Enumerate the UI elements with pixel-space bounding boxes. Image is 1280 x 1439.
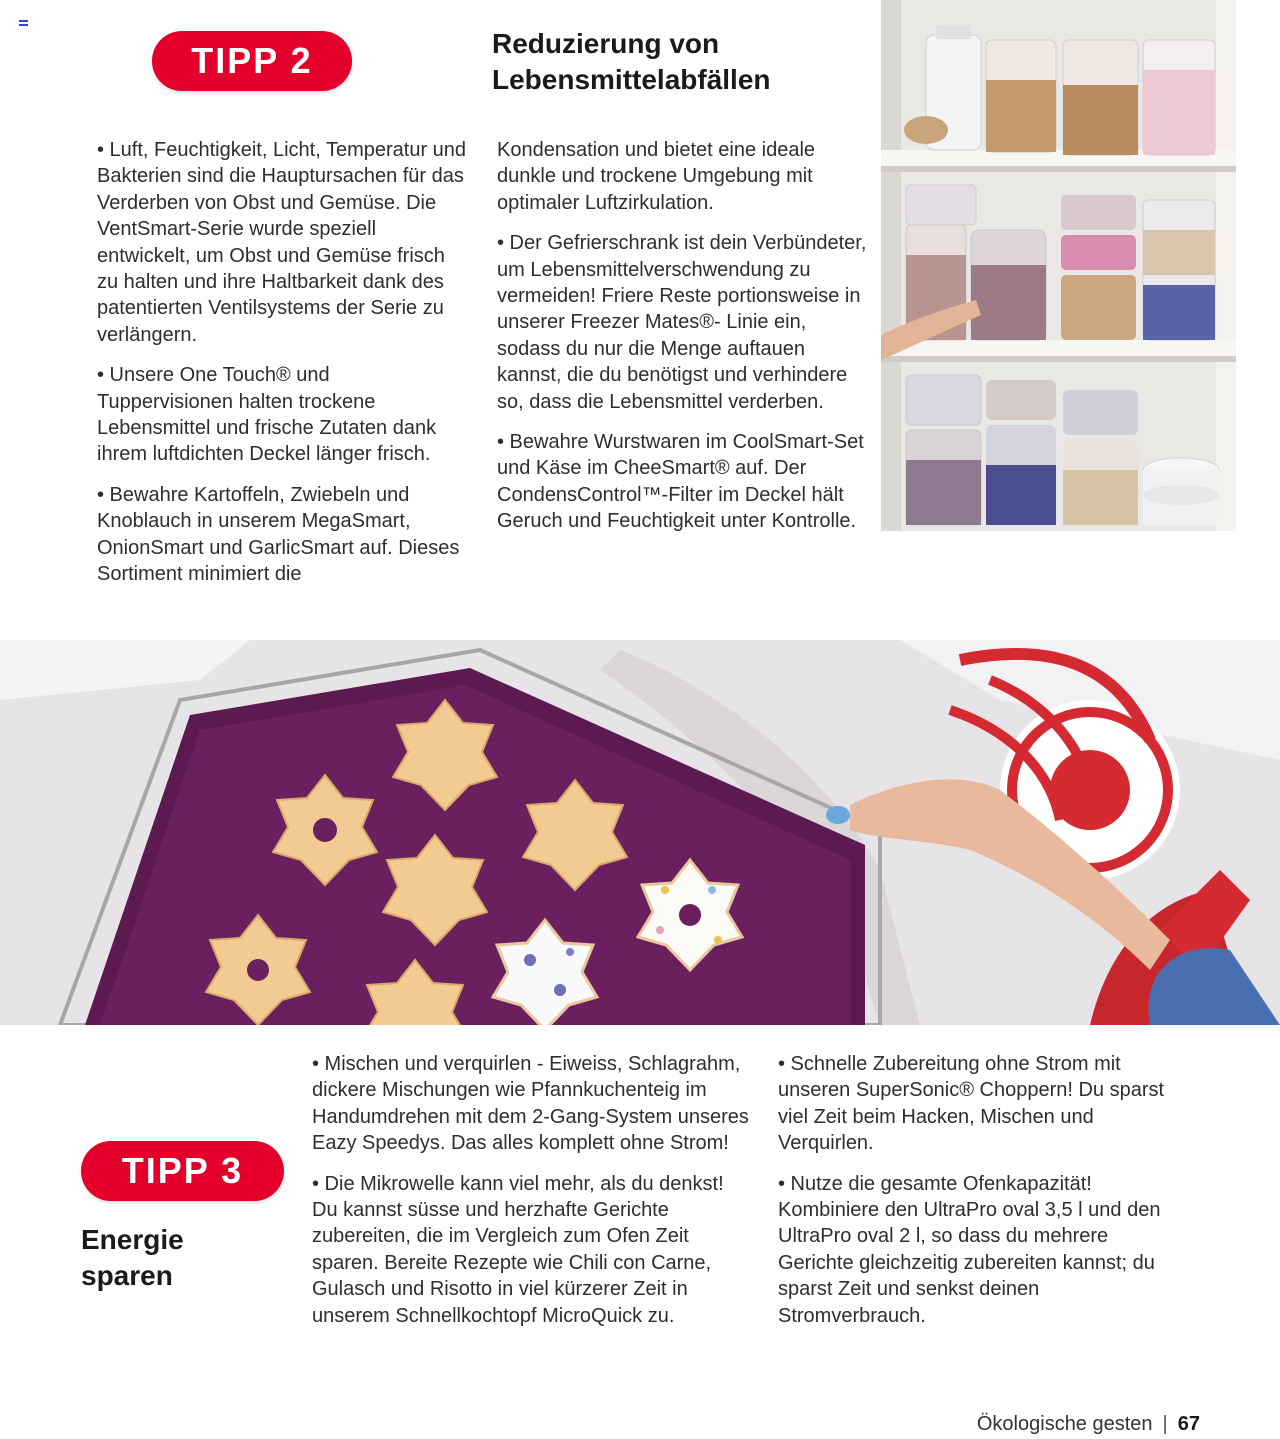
tipp-2-badge: TIPP 2 [152,31,352,91]
paragraph: • Die Mikrowelle kann viel mehr, als du denkst! Du kannst süsse und herzhafte Gerichte zubereiten, die im Vergleich zum Ofen Zeit sparen. Bereite Rezepte wie Chili con Carne, Gulasch und Risotto in viel kürzerer Zeit in unserem Schnellkochtopf MicroQuick zu. [312,1172,724,1327]
tipp-2-title: Reduzierung von Lebensmittelabfällen [492,28,771,95]
cookies-baking-photo [0,640,1280,1025]
paragraph: • Nutze die gesamte Ofenkapazität! Kombiniere den UltraPro oval 3,5 l und den UltraPro oval 2 l, so dass du mehrere Gerichte gleichzeitig zubereiten kannst; du sparst Zeit und senkst deinen Stromverbrauch. [778,1172,1161,1327]
paragraph: • Der Gefrierschrank ist dein Verbündeter, um Lebensmittelverschwendung zu vermeiden! Friere Reste portionsweise in unserer Freezer Mates®- Linie ein, sodass du nur die Menge auftauen kannst, die du benötigst und verhindere so, dass die Lebensmittel verderben. [497,232,867,413]
tipp-3-column-left [312,1051,752,1343]
paragraph: • Bewahre Kartoffeln, Zwiebeln und Knoblauch in unserem MegaSmart, OnionSmart und GarlicSmart auf. Dieses Sortiment minimiert die [97,483,460,586]
flag-icon [19,20,28,26]
tipp-3-column-right [778,1051,1188,1343]
paragraph: • Mischen und verquirlen - Eiweiss, Schlagrahm, dickere Mischungen wie Pfannkuchenteig im Handumdrehen mit dem 2-Gang-System unseres Eazy Speedys. Das alles komplett ohne Strom! [312,1053,749,1155]
page-footer [977,1413,1200,1436]
paragraph: • Unsere One Touch® und Tuppervisionen halten trockene Lebensmittel und frische Zutaten dank ihrem luftdichten Deckel länger frisch. [97,364,437,466]
tipp-2-column-left [97,137,467,602]
tipp-3-badge: TIPP 3 [81,1141,284,1201]
footer-separator: | [1162,1413,1168,1435]
paragraph: • Bewahre Wurstwaren im CoolSmart-Set und Käse im CheeSmart® auf. Der CondensControl™-Filter im Deckel hält Geruch und Feuchtigkeit unter Kontrolle. [497,431,864,533]
pantry-containers-photo [881,0,1236,531]
paragraph: • Luft, Feuchtigkeit, Licht, Temperatur und Bakterien sind die Hauptursachen für das Verderben von Obst und Gemüse. Die VentSmart-Serie wurde speziell entwickelt, um Obst und Gemüse frisch zu halten und ihre Haltbarkeit dank des patentierten Ventilsystems der Serie zu verlängern. [97,139,467,346]
paragraph: Kondensation und bietet eine ideale dunkle und trockene Umgebung mit optimaler Luftzirkulation. [497,139,816,214]
tipp-3-title: Energie sparen [81,1224,184,1291]
footer-section-label: Ökologische gesten [976,1413,1153,1435]
page-number: 67 [1177,1413,1200,1435]
tipp-2-column-right [497,137,867,549]
paragraph: • Schnelle Zubereitung ohne Strom mit unseren SuperSonic® Choppern! Du sparst viel Zeit beim Hacken, Mischen und Verquirlen. [778,1053,1165,1155]
